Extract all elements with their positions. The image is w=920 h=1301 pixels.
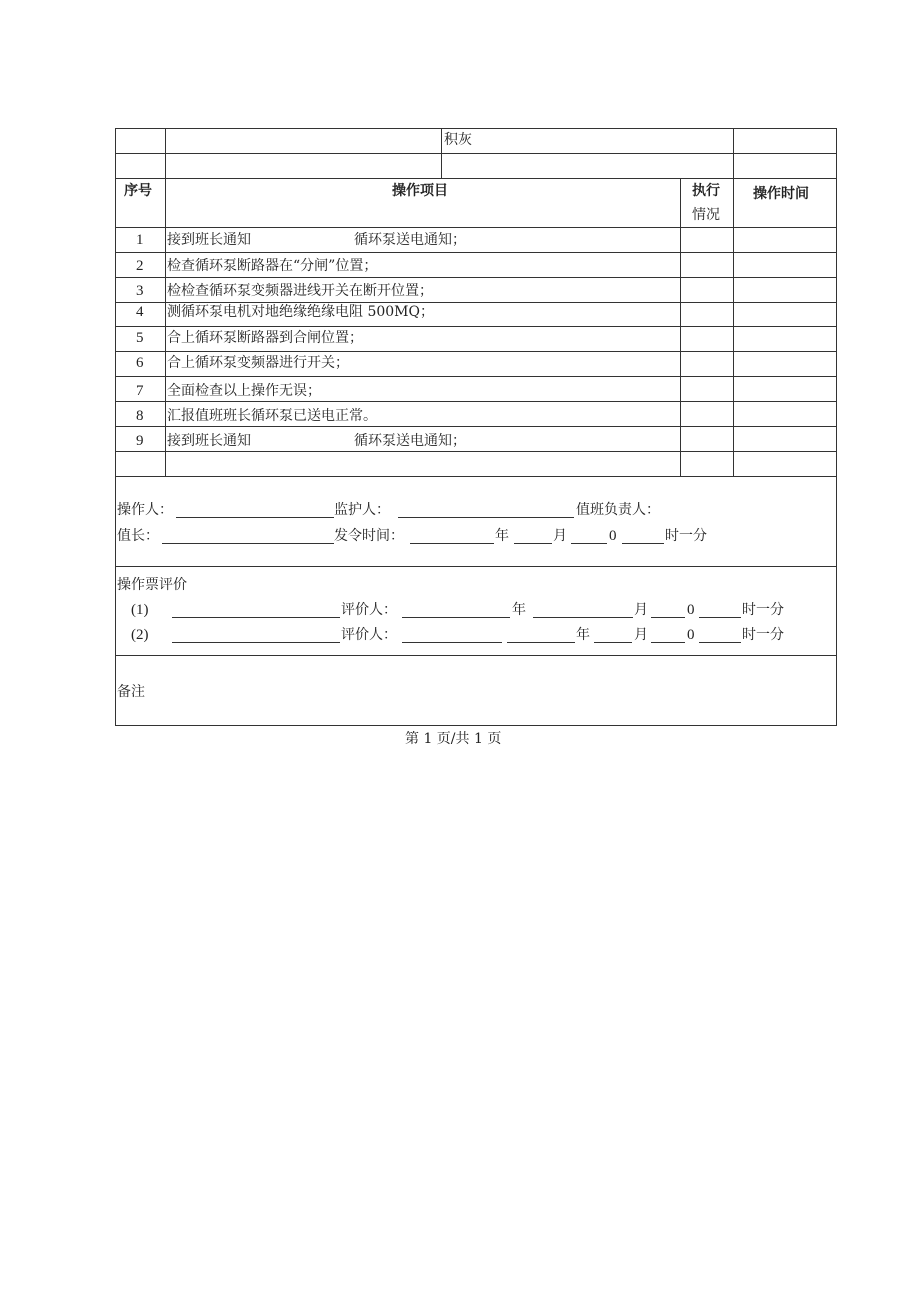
section-divider [115, 655, 837, 656]
row-divider [115, 376, 837, 377]
eval-month-label: 月 [634, 602, 648, 618]
row-divider [115, 277, 837, 278]
chief-line[interactable] [162, 543, 334, 544]
year-label: 年 [495, 528, 509, 544]
row-seq: 8 [136, 408, 144, 424]
row-item-extra: 循环泵送电通知； [354, 433, 466, 449]
row-divider [115, 326, 837, 327]
remarks-label: 备注 [117, 684, 145, 700]
row-item: 汇报值班班长循环泵已送电正常。 [167, 408, 377, 424]
eval-year-line[interactable] [507, 642, 575, 643]
eval-line[interactable] [172, 617, 340, 618]
eval-month-label: 月 [634, 627, 648, 643]
guardian-label: 监护人： [334, 502, 390, 518]
day-line[interactable] [571, 543, 607, 544]
row-item: 接到班长通知 [167, 232, 251, 248]
row-divider [115, 476, 837, 477]
row-seq: 9 [136, 433, 144, 449]
row-divider [115, 153, 837, 154]
eval-hour-line[interactable] [699, 617, 741, 618]
header-item: 操作项目 [392, 183, 448, 199]
guardian-line[interactable] [398, 517, 574, 518]
eval-hour-line[interactable] [699, 642, 741, 643]
header-seq: 序号 [124, 183, 152, 199]
row-divider [115, 401, 837, 402]
month-label: 月 [553, 528, 567, 544]
eval-year-label: 年 [512, 602, 526, 618]
zero-label: 0 [609, 528, 617, 544]
row-item: 检查循环泵断路器在“分闸”位置； [167, 258, 378, 274]
duty-head-label: 值班负责人： [576, 502, 660, 518]
eval-day-line[interactable] [651, 617, 685, 618]
row-seq: 1 [136, 232, 144, 248]
evaluation-title: 操作票评价 [117, 577, 187, 593]
row-seq: 3 [136, 283, 144, 299]
eval-index: (2) [131, 627, 149, 643]
col-divider [441, 128, 442, 178]
eval-line-a[interactable] [402, 642, 502, 643]
eval-zero: 0 [687, 627, 695, 643]
month-line[interactable] [514, 543, 552, 544]
hour-min-label: 时一分 [665, 528, 707, 544]
col-divider [680, 178, 681, 476]
eval-year-line[interactable] [402, 617, 510, 618]
row-divider [115, 351, 837, 352]
issue-time-label: 发令时间： [334, 528, 404, 544]
row-seq: 4 [136, 304, 144, 320]
row-seq: 7 [136, 383, 144, 399]
row-item: 检检查循环泵变频器进线开关在断开位置； [167, 283, 433, 299]
eval-index: (1) [131, 602, 149, 618]
row-item: 合上循环泵断路器到合闸位置； [167, 330, 363, 346]
row-item: 测循环泵电机对地绝缘绝缘电阻 500MQ； [167, 304, 434, 320]
eval-zero: 0 [687, 602, 695, 618]
hour-line[interactable] [622, 543, 664, 544]
eval-day-line[interactable] [651, 642, 685, 643]
row-seq: 5 [136, 330, 144, 346]
row-divider [115, 426, 837, 427]
page-footer: 第 1 页/共 1 页 [405, 731, 502, 747]
operation-ticket-table [115, 128, 837, 726]
top-label: 积灰 [444, 132, 472, 148]
eval-month-line[interactable] [533, 617, 633, 618]
section-divider [115, 566, 837, 567]
evaluator-label: 评价人： [341, 627, 397, 643]
header-exec-status: 情况 [692, 207, 720, 223]
row-divider [115, 302, 837, 303]
header-exec: 执行 [692, 183, 720, 199]
operator-line[interactable] [176, 517, 334, 518]
row-item: 合上循环泵变频器进行开关； [167, 355, 349, 371]
col-divider [733, 128, 734, 476]
row-seq: 6 [136, 355, 144, 371]
row-divider [115, 451, 837, 452]
operator-label: 操作人： [117, 502, 173, 518]
header-time: 操作时间 [753, 186, 809, 202]
eval-hour-min: 时一分 [742, 627, 784, 643]
chief-label: 值长： [117, 528, 159, 544]
row-divider [115, 252, 837, 253]
row-divider [115, 227, 837, 228]
year-line[interactable] [410, 543, 494, 544]
col-divider [165, 128, 166, 476]
row-item-extra: 循环泵送电通知； [354, 232, 466, 248]
eval-month-line[interactable] [594, 642, 632, 643]
eval-hour-min: 时一分 [742, 602, 784, 618]
row-item: 接到班长通知 [167, 433, 251, 449]
row-item: 全面检查以上操作无误； [167, 383, 321, 399]
evaluator-label: 评价人： [341, 602, 397, 618]
row-seq: 2 [136, 258, 144, 274]
row-divider [115, 178, 837, 179]
eval-year-label: 年 [576, 627, 590, 643]
eval-line[interactable] [172, 642, 340, 643]
